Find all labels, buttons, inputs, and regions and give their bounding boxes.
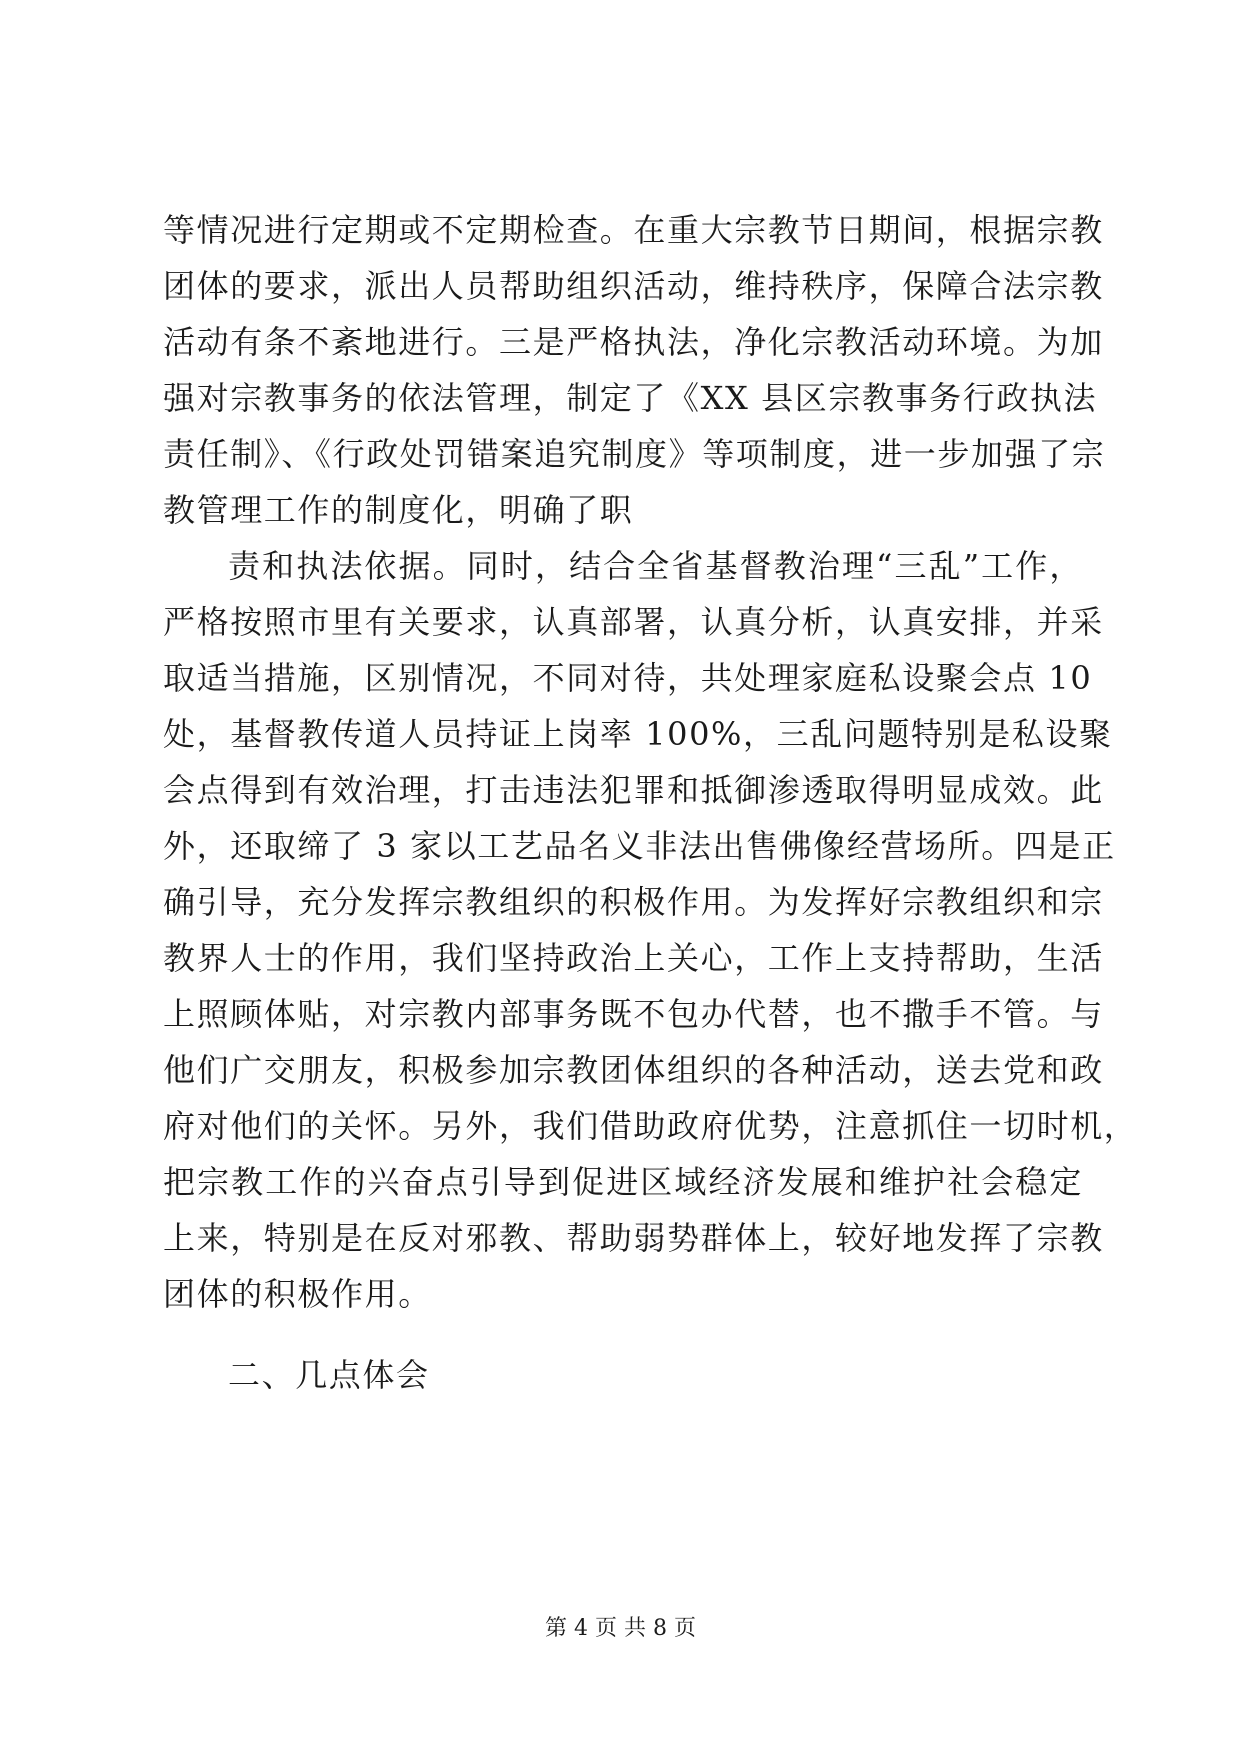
text-line: 上来，特别是在反对邪教、帮助弱势群体上，较好地发挥了宗教 xyxy=(163,1219,1104,1257)
text-line: 外，还取缔了 3 家以工艺品名义非法出售佛像经营场所。四是正 xyxy=(163,827,1116,865)
text-line: 活动有条不紊地进行。三是严格执法，净化宗教活动环境。为加 xyxy=(163,323,1104,361)
text-line: 取适当措施，区别情况，不同对待，共处理家庭私设聚会点 10 xyxy=(163,659,1093,697)
text-line: 他们广交朋友，积极参加宗教团体组织的各种活动，送去党和政 xyxy=(163,1051,1104,1089)
page-number-footer: 第 4 页 共 8 页 xyxy=(545,1616,696,1641)
text-line: 确引导，充分发挥宗教组织的积极作用。为发挥好宗教组织和宗 xyxy=(163,883,1104,921)
text-line: 强对宗教事务的依法管理，制定了《XX 县区宗教事务行政执法 xyxy=(163,379,1098,417)
text-line: 府对他们的关怀。另外，我们借助政府优势，注意抓住一切时机， xyxy=(163,1107,1138,1145)
text-line: 团体的要求，派出人员帮助组织活动，维持秩序，保障合法宗教 xyxy=(163,267,1104,305)
text-line: 责任制》、《行政处罚错案追究制度》等项制度，进一步加强了宗 xyxy=(163,435,1106,473)
text-line: 严格按照市里有关要求，认真部署，认真分析，认真安排，并采 xyxy=(163,603,1104,641)
text-line: 教管理工作的制度化，明确了职 xyxy=(163,491,634,529)
section-heading: 二、几点体会 xyxy=(228,1356,430,1394)
text-line: 责和执法依据。同时，结合全省基督教治理“三乱”工作， xyxy=(228,547,1083,585)
text-line: 处，基督教传道人员持证上岗率 100%，三乱问题特别是私设聚 xyxy=(163,715,1113,753)
text-line: 等情况进行定期或不定期检查。在重大宗教节日期间，根据宗教 xyxy=(163,211,1104,249)
text-line: 教界人士的作用，我们坚持政治上关心，工作上支持帮助，生活 xyxy=(163,939,1104,977)
text-line: 会点得到有效治理，打击违法犯罪和抵御渗透取得明显成效。此 xyxy=(163,771,1104,809)
text-line: 团体的积极作用。 xyxy=(163,1275,432,1313)
text-line: 上照顾体贴，对宗教内部事务既不包办代替，也不撒手不管。与 xyxy=(163,995,1104,1033)
text-line: 把宗教工作的兴奋点引导到促进区域经济发展和维护社会稳定 xyxy=(163,1163,1083,1201)
